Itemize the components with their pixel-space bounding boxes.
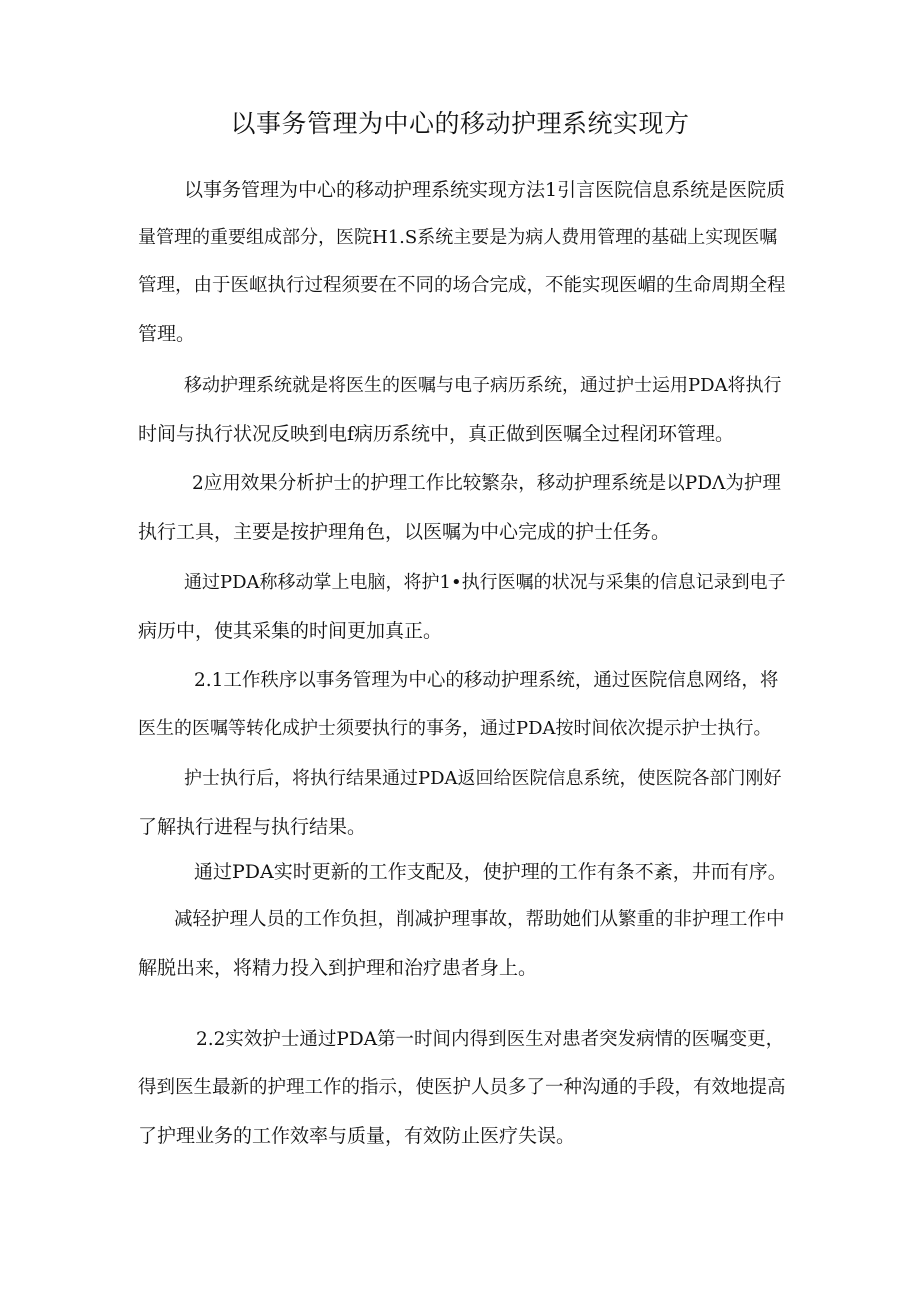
paragraph-line: 时间与执行状况反映到电f病历系统中，真正做到医嘱全过程闭环管理。	[138, 423, 735, 445]
paragraph-line: 2.2实效护士通过PDA第一时间内得到医生对患者突发病情的医嘱变更，	[196, 1029, 785, 1050]
paragraph-line: 管理，由于医岖执行过程须要在不同的场合完成，不能实现医嵋的生命周期全程	[138, 275, 786, 296]
paragraph-line: 减轻护理人员的工作负担，削减护理事故，帮助她们从繁重的非护理工作中	[174, 909, 785, 930]
paragraph-line: 以事务管理为中心的移动护理系统实现方法1引言医院信息系统是医院质	[184, 179, 786, 201]
paragraph-line: 量管理的重要组成部分，医院H1.S系统主要是为病人费用管理的基础上实现医嘱	[138, 227, 778, 248]
paragraph-line: 了护理业务的工作效率与质量，有效防止医疗失误。	[138, 1125, 576, 1147]
paragraph-3	[138, 460, 788, 556]
paragraph-9	[138, 1016, 788, 1160]
paragraph-1	[138, 166, 788, 358]
paragraph-line: 医生的医嘱等转化成护士须要执行的事务，通过PDA按时间依次提示护士执行。	[138, 718, 772, 739]
document-title: 以事务管理为中心的移动护理系统实现方	[230, 109, 690, 138]
paragraph-line: 2应用效果分析护士的护理工作比较繁杂，移动护理系统是以PDΛ为护理	[192, 473, 781, 494]
paragraph-line: 移动护理系统就是将医生的医嘱与电子病历系统，通过护士运用PDA将执行	[184, 375, 782, 396]
paragraph-2	[138, 362, 788, 458]
paragraph-line: 2.1工作秩序以事务管理为中心的移动护理系统，通过医院信息网络，将	[194, 670, 779, 691]
paragraph-line: 病历中，使其采集的时间更加真正。	[138, 620, 443, 642]
paragraph-8	[138, 896, 788, 992]
paragraph-line: 管理。	[138, 323, 196, 345]
paragraph-line: 通过PDA实时更新的工作支配及，使护理的工作有条不紊，井而有序。	[194, 861, 787, 883]
paragraph-5	[138, 657, 788, 753]
paragraph-line: 了解执行进程与执行结果。	[138, 816, 367, 838]
paragraph-4	[138, 559, 788, 655]
paragraph-6	[138, 755, 788, 851]
paragraph-line: 执行工具，主要是按护理角色，以医嘱为中心完成的护士任务。	[138, 521, 671, 543]
paragraph-7	[138, 848, 788, 896]
paragraph-line: 得到医生最新的护理工作的指示，使医护人员多了一种沟通的手段，有效地提高	[138, 1077, 786, 1098]
paragraph-line: 护士执行后，将执行结果通过PDA返回给医院信息系统，使医院各部门刚好	[184, 768, 782, 789]
paragraph-line: 解脱出来，将精力投入到护理和治疗患者身上。	[138, 957, 538, 979]
paragraph-line: 通过PDA称移动掌上电脑，将护1•执行医嘱的状况与采集的信息记录到电子	[184, 572, 786, 593]
